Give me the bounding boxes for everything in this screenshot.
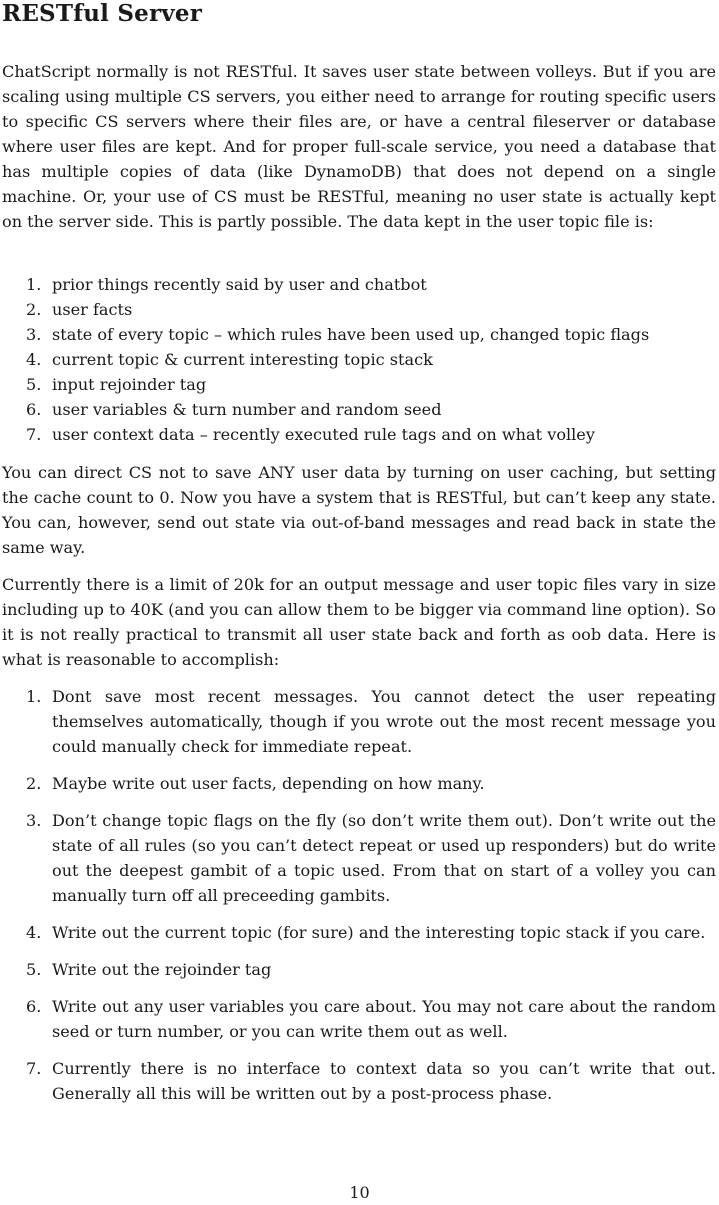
step-number: 7. [26,1059,42,1078]
list-item-number: 7. [26,425,42,444]
step-item [2,771,716,796]
list-item-text: user variables & turn number and random seed [52,400,442,419]
list-item-text: user context data – recently executed rule tags and on what volley [52,425,595,444]
step-number: 6. [26,997,42,1016]
list-item-number: 2. [26,300,42,319]
list-item [2,422,716,447]
step-item [2,808,716,908]
list-item-number: 1. [26,275,42,294]
intro-paragraph: ChatScript normally is not RESTful. It saves user state between volleys. But if you are scaling using multiple CS servers, you either need to arrange for routing specific users to specific CS servers where their files are, or have a central fileserver or database where user files are kept. And for proper full-scale service, you need a database that has multiple copies of data (like DynamoDB) that does not depend on a single machine. Or, your use of CS must be RESTful, meaning no user state is actually kept on the server side. This is partly possible. The data kept in the user topic file is: [2,62,716,231]
list-item-text: current topic & current interesting topic stack [52,350,433,369]
step-text: Don’t change topic flags on the fly (so don’t write them out). Don’t write out the state of all rules (so you can’t detect repeat or used up responders) but do write out the deepest gambit of a topic used. From that on start of a volley you can manually turn off all preceeding gambits. [52,811,716,905]
list-item-number: 5. [26,375,42,394]
list-item [2,372,716,397]
list-item-text: user facts [52,300,133,319]
step-text: Write out the rejoinder tag [52,960,272,979]
list-item [2,297,716,322]
list-item-text: state of every topic – which rules have been used up, changed topic flags [52,325,650,344]
list-item [2,397,716,422]
step-text: Write out the current topic (for sure) and the interesting topic stack if you care. [52,923,706,942]
steps-list [2,684,716,1118]
step-text: Dont save most recent messages. You cannot detect the user repeating themselves automatically, though if you wrote out the most recent message you could manually check for immediate repeat. [52,687,716,756]
list-item [2,347,716,372]
list-item-text: prior things recently said by user and chatbot [52,275,427,294]
list-item [2,272,716,297]
step-item [2,957,716,982]
list-item-number: 6. [26,400,42,419]
step-text: Maybe write out user facts, depending on how many. [52,774,485,793]
caching-paragraph: You can direct CS not to save ANY user data by turning on user caching, but setting the cache count to 0. Now you have a system that is RESTful, but can’t keep any state. You can, however, send out state via out-of-band messages and read back in state the same way. [2,463,716,557]
step-number: 1. [26,687,42,706]
section-heading: RESTful Server [2,0,203,27]
list-item-number: 4. [26,350,42,369]
page-number: 10 [349,1183,370,1202]
step-number: 5. [26,960,42,979]
step-text: Currently there is no interface to context data so you can’t write that out. Generally all this will be written out by a post-process phase. [52,1059,716,1103]
step-text: Write out any user variables you care about. You may not care about the random seed or turn number, or you can write them out as well. [52,997,716,1041]
list-item-number: 3. [26,325,42,344]
list-item [2,322,716,347]
list-item-text: input rejoinder tag [52,375,207,394]
step-number: 4. [26,923,42,942]
step-item [2,684,716,759]
step-number: 2. [26,774,42,793]
step-number: 3. [26,811,42,830]
user-data-list [2,272,716,447]
step-item [2,1056,716,1106]
limit-paragraph: Currently there is a limit of 20k for an output message and user topic files vary in size including up to 40K (and you can allow them to be bigger via command line option). So it is not really practical to transmit all user state back and forth as oob data. Here is what is reasonable to accomplish: [2,575,716,669]
step-item [2,920,716,945]
step-item [2,994,716,1044]
